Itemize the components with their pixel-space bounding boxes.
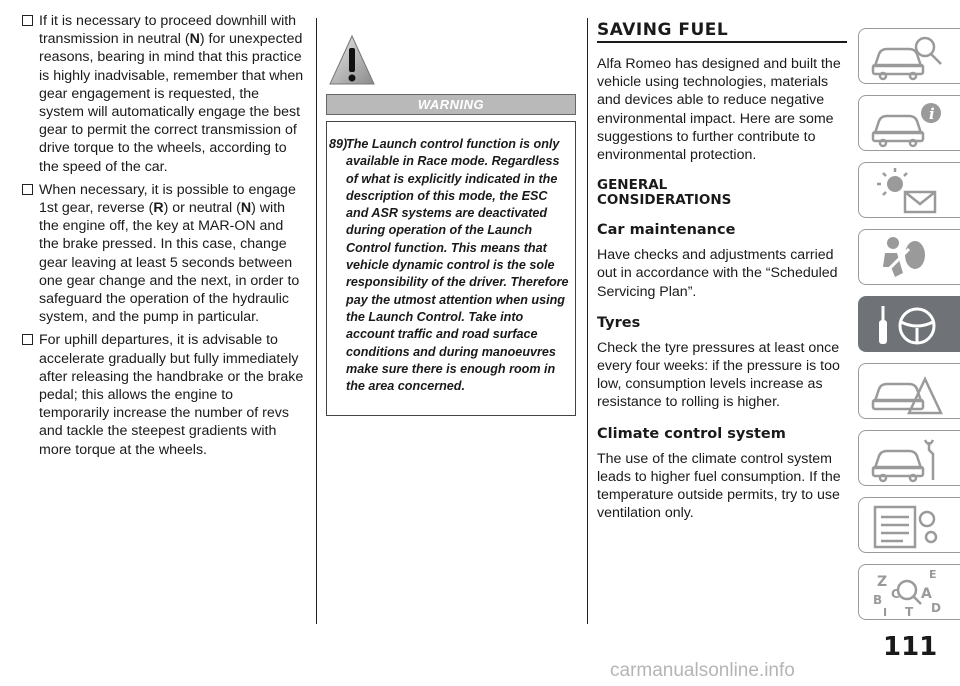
car-info-icon (869, 99, 949, 149)
column-divider-1 (316, 18, 317, 624)
specs-list-gears-icon (869, 501, 949, 551)
paragraph-car-maintenance: Have checks and adjustments carried out in accordance with the “Scheduled Servicing Plan”. (597, 247, 838, 300)
subsection-heading-tyres: Tyres (597, 314, 641, 331)
tab-index[interactable] (858, 564, 960, 620)
bullet-item: For uphill departures, it is advisable to accelerate gradually but fully immediately after releasing the handbrake or the brake pedal; this allows the engine to temporarily increase the number of revs and tackle the steepest gradients with more torque at the wheels. (22, 331, 306, 458)
paragraph-tyres: Check the tyre pressures at least once every four weeks: if the pressure is too low, consumption levels increase as resistance to rolling is higher. (597, 339, 840, 411)
svg-text:I: I (883, 606, 888, 618)
warning-heading: WARNING (326, 94, 576, 115)
warning-column (326, 34, 576, 416)
checkbox-bullet-icon (22, 15, 33, 26)
svg-text:D: D (931, 601, 941, 615)
tab-safety[interactable] (858, 229, 960, 285)
paragraph-climate-control: The use of the climate control system leads to higher fuel consumption. If the temperature outside permits, try to use ventilation only. (597, 450, 841, 522)
tab-car-info[interactable] (858, 95, 960, 151)
svg-text:T: T (905, 605, 914, 618)
general-considerations-heading: GENERAL CONSIDERATIONS (597, 177, 732, 209)
column-1 (22, 12, 306, 464)
checkbox-bullet-icon (22, 334, 33, 345)
svg-text:Z: Z (877, 574, 888, 590)
tab-starting-driving[interactable] (858, 296, 960, 352)
page-number: 111 (883, 632, 938, 662)
tab-technical-data[interactable] (858, 497, 960, 553)
svg-text:i: i (929, 105, 935, 123)
subsection-heading-climate-control: Climate control system (597, 425, 786, 442)
alphabetical-index-icon (869, 568, 949, 618)
bullet-item: When necessary, it is possible to engage 1st gear, reverse (R) or neutral (N) with the engine off, the key at MAR-ON and the brake pressed. In this case, change gear leaving at least 5 seconds between one gear change and the next, in order to safeguard the operation of the hydraulic system, and the pump in particular. (22, 181, 306, 327)
column-3 (597, 20, 847, 522)
svg-text:A: A (921, 586, 932, 602)
warning-box (326, 121, 576, 416)
car-wrench-icon (869, 434, 949, 484)
tab-maintenance[interactable] (858, 430, 960, 486)
bullet-item: If it is necessary to proceed downhill with transmission in neutral (N) for unexpected reasons, bearing in mind that this practice is highly inadvisable, remember that when gear engagement is requested, the system will automatically engage the best gear to permit the correct transmission of drive torque to the wheels, according to the speed of the car. (22, 12, 306, 176)
tab-warning-lights[interactable] (858, 162, 960, 218)
warning-item (329, 136, 571, 395)
subsection-heading-car-maintenance: Car maintenance (597, 222, 736, 239)
tab-emergency[interactable] (858, 363, 960, 419)
car-search-icon (869, 32, 949, 82)
car-warning-triangle-icon (869, 367, 949, 417)
warning-number: 89) (329, 137, 348, 151)
checkbox-bullet-icon (22, 184, 33, 195)
warning-lights-message-icon (869, 166, 949, 216)
intro-paragraph: Alfa Romeo has designed and built the vehicle using technologies, materials and devices able to reduce negative environmental impact. Here are some suggestions to further contribute to environmental protection. (597, 56, 841, 164)
key-steering-wheel-icon (869, 300, 949, 350)
section-title: SAVING FUEL (597, 20, 847, 43)
svg-text:B: B (873, 593, 883, 607)
svg-text:C: C (891, 587, 900, 601)
svg-text:E: E (929, 568, 937, 581)
warning-text: The Launch control function is only available in Race mode. Regardless of what is explicitly indicated in the description of this mode, the ESC and ASR systems are deactivated during operation of the Launch Control function. This means that vehicle dynamic control is the sole responsibility of the driver. Therefore pay the utmost attention when using the Launch Control. Take into account traffic and road surface conditions and during manoeuvres make sure there is enough room in the area concerned. (346, 137, 569, 394)
airbag-seat-icon (869, 233, 949, 283)
exclamation-warning-icon (328, 34, 376, 88)
tab-car-search[interactable] (858, 28, 960, 84)
watermark: carmanualsonline.info (610, 660, 795, 681)
column-divider-2 (587, 18, 588, 624)
